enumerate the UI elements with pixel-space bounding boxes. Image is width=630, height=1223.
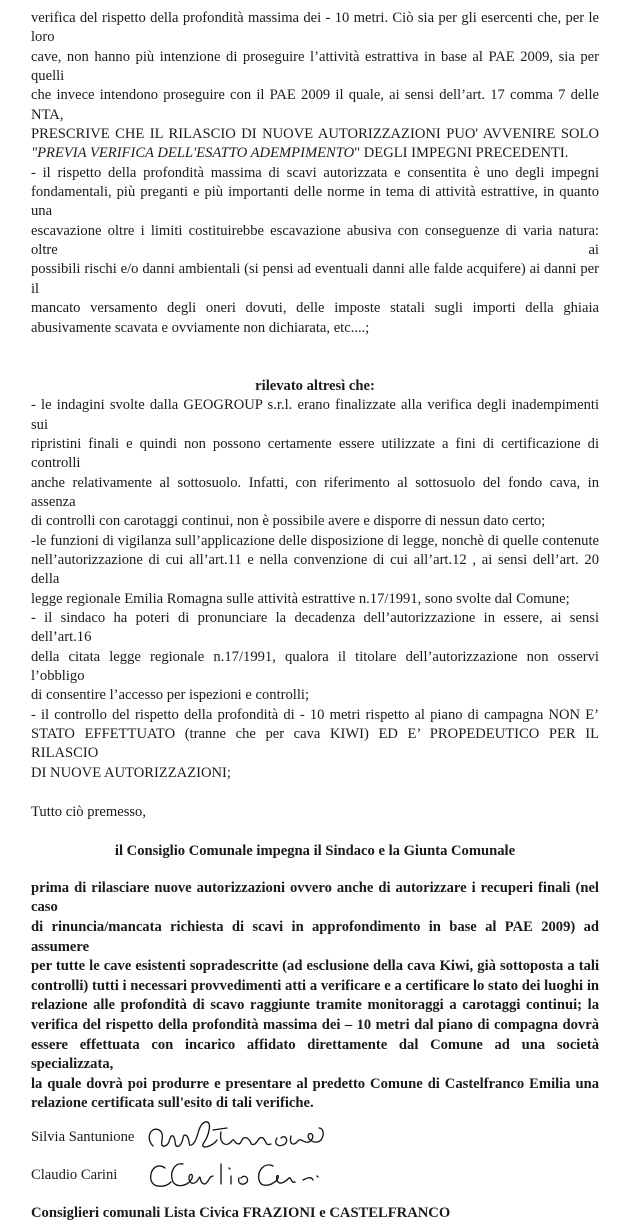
text-line: verifica del rispetto della profondità massima dei – 10 metri dal piano di compagna dovrà bbox=[31, 1016, 599, 1033]
text-line: - il rispetto della profondità massima di scavi autorizzata e consentita è uno degli impegni bbox=[31, 164, 599, 181]
text-line: -le funzioni di vigilanza sull’applicazione delle disposizione di legge, nonchè di quelle contenute bbox=[31, 532, 599, 549]
rilevato-item bbox=[31, 706, 599, 783]
text-line: la quale dovrà poi produrre e presentare al predetto Comune di Castelfranco Emilia una bbox=[31, 1075, 599, 1092]
paragraph-impegno bbox=[31, 879, 599, 1114]
text-line bbox=[31, 144, 599, 163]
text-line: mancato versamento degli oneri dovuti, delle imposte statali sugli importi della ghiaia bbox=[31, 300, 599, 317]
rilevato-item bbox=[31, 532, 599, 609]
text-line: DI NUOVE AUTORIZZAZIONI; bbox=[31, 764, 231, 781]
italic-quote: "PREVIA VERIFICA DELL'ESATTO ADEMPIMENTO bbox=[31, 145, 355, 162]
text-line: relazione alle profondità di scavo raggiunte tramite monitoraggi a carotaggi continui; la bbox=[31, 997, 599, 1014]
text-line: essere effettuata con incarico affidato direttamente dal Comune ad una società specializzata, bbox=[31, 1036, 599, 1073]
text-line: prima di rilasciare nuove autorizzazioni ovvero anche di autorizzare i recuperi finali (nel caso bbox=[31, 879, 599, 916]
paragraph-rispetto bbox=[31, 164, 599, 338]
signatory-name: Silvia Santunione bbox=[31, 1128, 135, 1145]
text-line: abusivamente scavata e ovviamente non dichiarata, etc....; bbox=[31, 319, 370, 336]
heading-impegna: il Consiglio Comunale impegna il Sindaco e la Giunta Comunale bbox=[114, 843, 516, 860]
signature-santunione-icon bbox=[143, 1116, 333, 1156]
text-line: legge regionale Emilia Romagna sulle attività estrattive n.17/1991, sono svolte dal Comune; bbox=[31, 590, 570, 607]
text-line: escavazione oltre i limiti costituirebbe escavazione abusiva con conseguenze di varia natura: oltre ai bbox=[31, 222, 599, 259]
text-line: possibili rischi e/o danni ambientali (si pensi ad eventuali danni alle falde acquifere) ai danni per il bbox=[31, 261, 599, 297]
text-line: verifica del rispetto della profondità massima dei - 10 metri. Ciò sia per gli esercenti che, per le loro bbox=[31, 10, 599, 46]
heading-rilevato: rilevato altresì che: bbox=[255, 377, 375, 394]
text-line: che invece intendono proseguire con il PAE 2009 il quale, ai sensi dell’art. 17 comma 7 delle NTA, bbox=[31, 87, 599, 123]
signature-row bbox=[31, 1154, 599, 1190]
footer-signatories-group: Consiglieri comunali Lista Civica FRAZIONI e CASTELFRANCO bbox=[31, 1204, 451, 1221]
text-line: anche relativamente al sottosuolo. Infatti, con riferimento al sottosuolo del fondo cava, in assenza bbox=[31, 474, 599, 510]
text-line: ripristini finali e quindi non possono certamente essere utilizzate a fini di certificazione di controlli bbox=[31, 435, 599, 472]
signature-row bbox=[31, 1116, 599, 1152]
text-line: controlli) tutti i necessari provvedimenti atti a verificare e a certificare lo stato dei luoghi in bbox=[31, 977, 599, 994]
text-line: di controlli con carotaggi continui, non è possibile avere e disporre di nessun dato certo; bbox=[31, 513, 546, 530]
document-page bbox=[31, 9, 599, 1223]
text-line: relazione certificata sull'esito di tali verifiche. bbox=[31, 1095, 314, 1112]
text-line: per tutte le cave esistenti sopradescritte (ad esclusione della cava Kiwi, già sottoposta a tali bbox=[31, 958, 599, 975]
premesso-text: Tutto ciò premesso, bbox=[31, 804, 146, 821]
text-line: - il sindaco ha poteri di pronunciare la decadenza dell’autorizzazione in essere, ai sensi dell’art.16 bbox=[31, 609, 599, 646]
rilevato-item bbox=[31, 609, 599, 706]
text-fragment: " DEGLI IMPEGNI PRECEDENTI. bbox=[354, 145, 569, 162]
text-line: STATO EFFETTUATO (tranne che per cava KIWI) ED E’ PROPEDEUTICO PER IL RILASCIO bbox=[31, 726, 599, 762]
text-line: di consentire l’accesso per ispezioni e controlli; bbox=[31, 687, 309, 704]
rilevato-item bbox=[31, 396, 599, 531]
text-line: - le indagini svolte dalla GEOGROUP s.r.l. erano finalizzate alla verifica degli inadempimenti sui bbox=[31, 397, 599, 433]
text-line: - il controllo del rispetto della profondità di - 10 metri rispetto al piano di campagna NON E’ bbox=[31, 706, 599, 723]
text-line: PRESCRIVE CHE IL RILASCIO DI NUOVE AUTORIZZAZIONI PUO' AVVENIRE SOLO bbox=[31, 126, 599, 143]
signatory-name: Claudio Carini bbox=[31, 1166, 118, 1183]
text-line: cave, non hanno più intenzione di proseguire l’attività estrattiva in base al PAE 2009, sia per quelli bbox=[31, 48, 599, 85]
text-line: nell’autorizzazione di cui all’art.11 e nella convenzione di cui all’art.12 , ai sensi dell’art. 20 della bbox=[31, 551, 599, 588]
signature-carini-icon bbox=[143, 1154, 333, 1194]
text-line: fondamentali, più preganti e più importanti delle norme in tema di attività estrattive, in quanto una bbox=[31, 184, 599, 220]
paragraph-verifica bbox=[31, 9, 599, 164]
text-line: della citata legge regionale n.17/1991, qualora il titolare dell’autorizzazione non osservi l’obbligo bbox=[31, 648, 599, 684]
text-line: di rinuncia/mancata richiesta di scavi in approfondimento in base al PAE 2009) ad assumere bbox=[31, 918, 599, 955]
